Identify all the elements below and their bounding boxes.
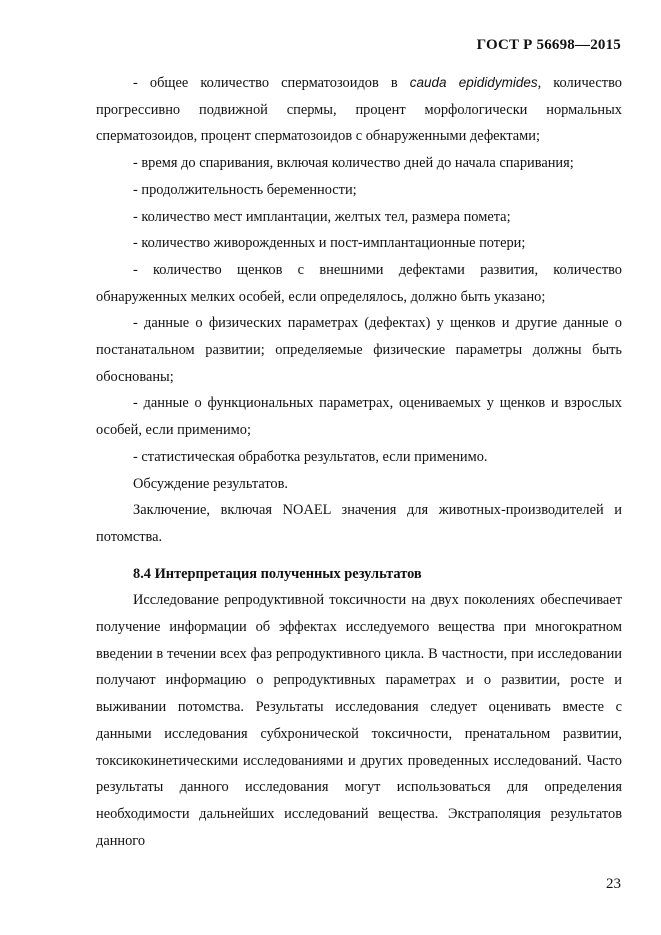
latin-term: cauda epididymides — [409, 75, 538, 90]
document-body — [96, 70, 622, 854]
list-item-implantation: - количество мест имплантации, желтых тел, размера помета; — [133, 208, 511, 225]
list-item-statistics: - статистическая обработка результатов, если применимо. — [133, 448, 488, 465]
discussion-line: Обсуждение результатов. — [133, 475, 289, 492]
section-spacer — [96, 551, 622, 561]
section-heading: 8.4 Интерпретация полученных результатов — [133, 565, 422, 582]
list-item-physical-params: - данные о физических параметрах (дефектах) у щенков и другие данные о постанатальном развитии; определяемые физические параметры должны быть обоснованы; — [96, 315, 622, 385]
list-item-defects: - количество щенков с внешними дефектами развития, количество обнаруженных мелких особей, если определялось, должно быть указано; — [96, 261, 622, 305]
section-paragraph: Исследование репродуктивной токсичности на двух поколениях обеспечивает получение информации об эффектах исследуемого вещества при многократном введении в течении всех фаз репродуктивного цикла. В частности, при исследовании получают информацию о репродуктивных параметрах и о развитии, росте и выживании потомства. Результаты исследования следует оценивать вместе с данными исследования субхронической токсичности, пренатальном развитии, токсикокинетическими исследованиями и других проведенных исследований. Часто результаты данного исследования могут использоваться для определения необходимости дальнейших исследований вещества. Экстраполяция результатов данного — [96, 592, 622, 849]
list-item-pregnancy-duration: - продолжительность беременности; — [133, 181, 357, 198]
list-item-functional-params: - данные о функциональных параметрах, оцениваемых у щенков и взрослых особей, если применимо; — [96, 395, 622, 439]
list-item-sperm — [96, 70, 622, 150]
list-item-mating-time: - время до спаривания, включая количество дней до начала спаривания; — [133, 155, 574, 172]
page-number: 23 — [606, 876, 621, 892]
list-item-sperm-pre: - общее количество сперматозоидов в — [133, 75, 410, 91]
conclusion-paragraph: Заключение, включая NOAEL значения для животных-производителей и потомства. — [96, 502, 622, 545]
list-item-sperm-post: , количество прогрессивно подвижной спермы, процент морфологически нормальных сперматозоидов, процент сперматозоидов с обнаруженными дефектами; — [96, 75, 622, 145]
standard-header: ГОСТ Р 56698—2015 — [476, 37, 621, 53]
list-item-liveborn: - количество живорожденных и пост-имплантационные потери; — [133, 235, 526, 252]
